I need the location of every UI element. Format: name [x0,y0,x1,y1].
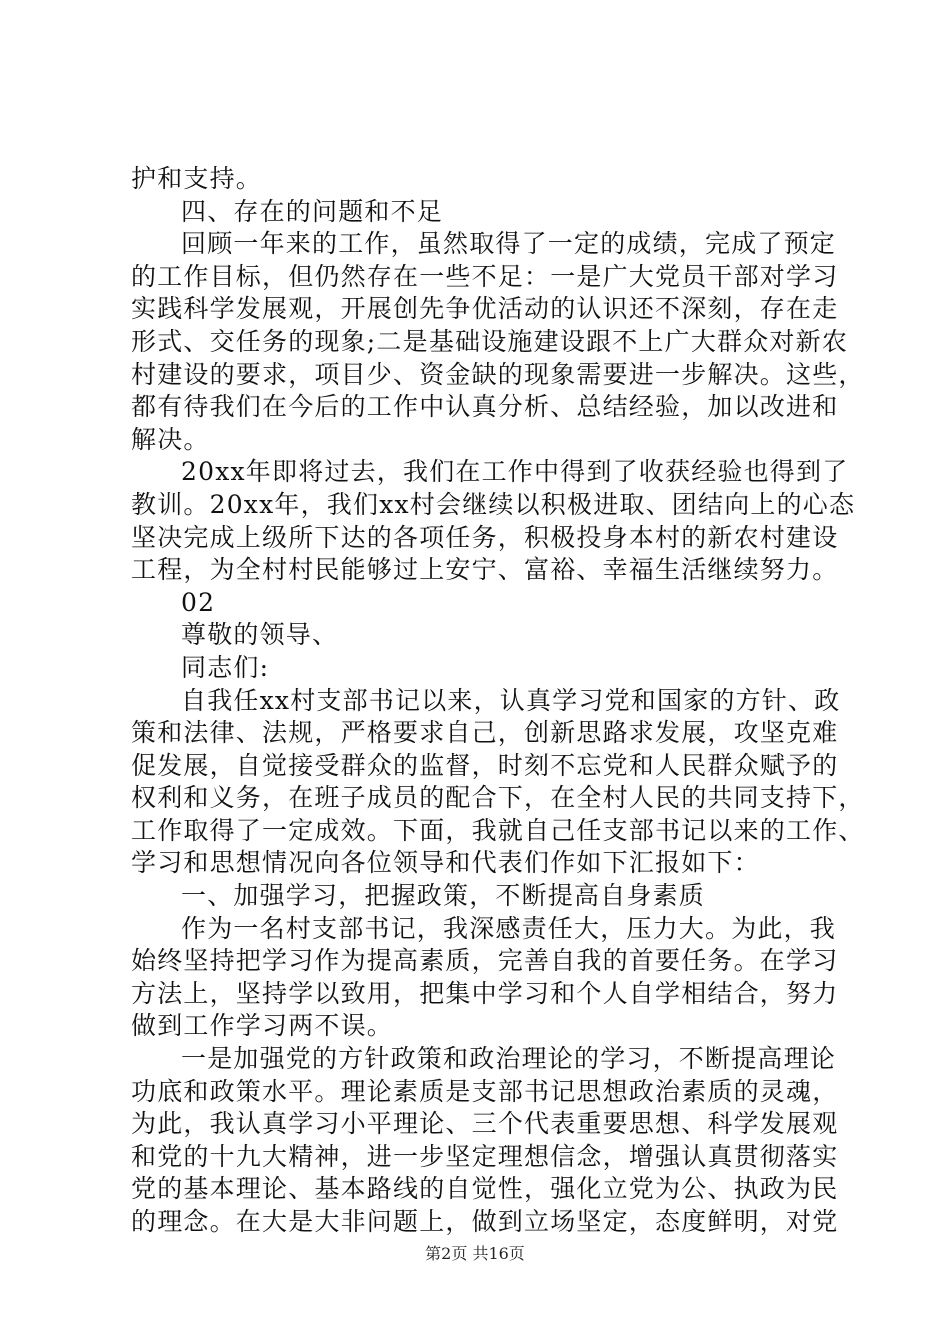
text-line: 方法上，坚持学以致用，把集中学习和个人自学相结合，努力 [131,978,839,1008]
text-line: 作为一名村支部书记，我深感责任大，压力大。为此，我 [181,913,837,943]
text-line: 村建设的要求，项目少、资金缺的现象需要进一步解决。这些， [131,359,865,389]
text-line: 学习和思想情况向各位领导和代表们作如下汇报如下： [131,848,760,878]
text-line: 解决。 [131,424,210,454]
text-line: 都有待我们在今后的工作中认真分析、总结经验，加以改进和 [131,392,839,422]
text-line: 同志们: [181,652,270,682]
text-line: 形式、交任务的现象;二是基础设施建设跟不上广大群众对新农 [131,326,849,356]
text-line: 四、存在的问题和不足 [181,196,444,226]
text-line: 的工作目标，但仍然存在一些不足：一是广大党员干部对学习 [131,261,839,291]
text-line: 权利和义务，在班子成员的配合下，在全村人民的共同支持下， [131,783,865,813]
text-line: 功底和政策水平。理论素质是支部书记思想政治素质的灵魂， [131,1076,839,1106]
document-body [131,163,865,1239]
text-line: 20xx年即将过去，我们在工作中得到了收获经验也得到了 [181,457,849,487]
text-line: 自我任xx村支部书记以来，认真学习党和国家的方针、政 [181,685,841,715]
text-line: 党的基本理论、基本路线的自觉性，强化立党为公、执政为民 [131,1174,839,1204]
text-line: 教训。20xx年，我们xx村会继续以积极进取、团结向上的心态 [131,489,856,519]
text-line: 回顾一年来的工作，虽然取得了一定的成绩，完成了预定 [181,229,837,259]
text-line: 护和支持。 [131,164,263,193]
page-footer: 第2页 共16页 [425,1244,525,1263]
text-line: 的理念。在大是大非问题上，做到立场坚定，态度鲜明，对党 [131,1207,839,1236]
text-line: 坚决完成上级所下达的各项任务，积极投身本村的新农村建设 [131,522,839,552]
text-line: 为此，我认真学习小平理论、三个代表重要思想、科学发展观 [131,1109,839,1139]
text-line: 和党的十九大精神，进一步坚定理想信念，增强认真贯彻落实 [131,1141,839,1171]
text-line: 尊敬的领导、 [181,620,339,650]
text-line: 促发展，自觉接受群众的监督，时刻不忘党和人民群众赋予的 [131,750,839,780]
text-line: 始终坚持把学习作为提高素质，完善自我的首要任务。在学习 [131,946,839,976]
text-line: 策和法律、法规，严格要求自己，创新思路求发展，攻坚克难 [131,718,839,748]
text-line: 02 [181,587,216,617]
text-line: 工程，为全村村民能够过上安宁、富裕、幸福生活继续努力。 [131,555,839,585]
text-line: 实践科学发展观，开展创先争优活动的认识还不深刻，存在走 [131,294,839,324]
text-line: 做到工作学习两不误。 [131,1011,394,1041]
text-line: 工作取得了一定成效。下面，我就自己任支部书记以来的工作、 [131,815,865,845]
text-line: 一、加强学习，把握政策，不断提高自身素质 [181,881,706,911]
text-line: 一是加强党的方针政策和政治理论的学习，不断提高理论 [181,1044,837,1074]
